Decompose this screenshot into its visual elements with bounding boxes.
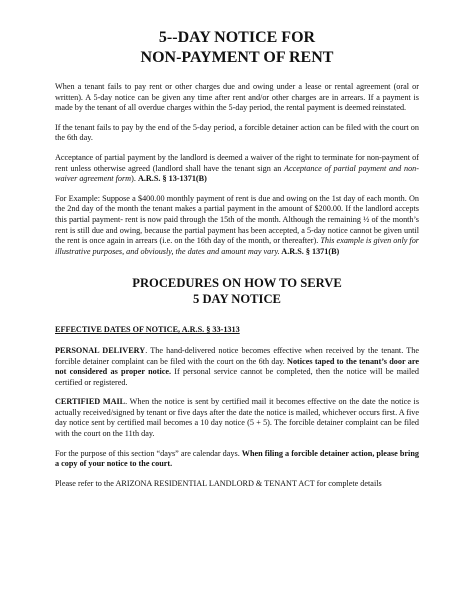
paragraph-calendar-days [55,449,419,470]
paragraph-refer-act: Please refer to the ARIZONA RESIDENTIAL LANDLORD & TENANT ACT for complete details [55,478,382,488]
example-text: For Example: Suppose a $400.00 monthly payment of rent is due and owing on the 1st day of each month. On the 2nd day of the month the tenant makes a partial payment in the amount of $200.00. If the landlord accepts this partial payment- rent is now paid through the 15th of the month. Although the remaining ½ of the month’s rent is still due and owing, because the partial payment has been accepted, a 5-day notice cannot be given until the rent is once again in arrears (i.e. on the 16th day of the month, or thereafter). [55,193,419,246]
partial-payment-form-name: Acceptance of partial payment and non-waiver agreement form [55,163,419,184]
effective-dates-heading: EFFECTIVE DATES OF NOTICE, A.R.S. § 33-1313 [55,325,240,335]
paragraph-personal-delivery [55,346,419,388]
calendar-days-text: For the purpose of this section “days” are calendar days. [55,448,242,458]
paragraph-example [55,194,419,258]
personal-delivery-label: PERSONAL DELIVERY [55,345,146,355]
certified-mail-label: CERTIFIED MAIL [55,397,126,407]
paragraph-when-tenant-fails: When a tenant fails to pay rent or other charges due and owing under a lease or rental agreement (oral or written). A 5-day notice can be given any time after rent and/or other charges are in arrears. If a payment is made by the tenant of all overdue charges within the 5-day period, the rental payment is deemed reinstated. [55,82,419,113]
paragraph-certified-mail [55,397,419,439]
title-line-2: NON-PAYMENT OF RENT [140,49,334,66]
paragraph-forcible-detainer: If the tenant fails to pay by the end of the 5-day period, a forcible detainer action can be filed with the court on the 6th day. [55,122,419,143]
subtitle-line-1: PROCEDURES ON HOW TO SERVE [132,276,342,291]
procedures-heading [55,275,419,307]
personal-delivery-text: . The hand-delivered notice becomes effective when received by the tenant. The forcible detainer complaint can be filed with the court on the 6th day. [55,345,419,366]
paragraph-partial-payment [55,153,419,185]
personal-delivery-warning: Notices taped to the tenant’s door are not considered as proper notice. [55,356,419,377]
certified-mail-text: . When the notice is sent by certified mail it becomes effective on the date the notice is actually received/signed by tenant or five days after the date the notice is mailed, whichever occurs first. A five day notice sent by certified mail becomes a 10 day notice (5 + 5). The forcible detainer complaint can be filed with the court on the 11th day. [55,397,420,439]
personal-delivery-after: If personal service cannot be completed, then the notice will be mailed certified or registered. [55,367,420,387]
partial-payment-statute: A.R.S. § 13-1371(B) [137,174,207,184]
partial-payment-text: Acceptance of partial payment by the landlord is deemed a waiver of the right to terminate for non-payment of rent unless otherwise agreed (landlord shall have the tenant sign an [55,152,419,173]
subtitle-line-2: 5 DAY NOTICE [193,292,281,307]
example-disclaimer: This example is given only for illustrative purposes, and obviously, the dates and amount may vary. [55,236,419,256]
document-title [55,28,419,68]
calendar-days-instruction: When filing a forcible detainer action, please bring a copy of your notice to the court. [55,448,419,469]
title-line-1: 5--DAY NOTICE FOR [158,29,316,46]
example-statute: A.R.S. § 1371(B) [279,246,340,256]
partial-payment-after: ). [131,174,138,184]
